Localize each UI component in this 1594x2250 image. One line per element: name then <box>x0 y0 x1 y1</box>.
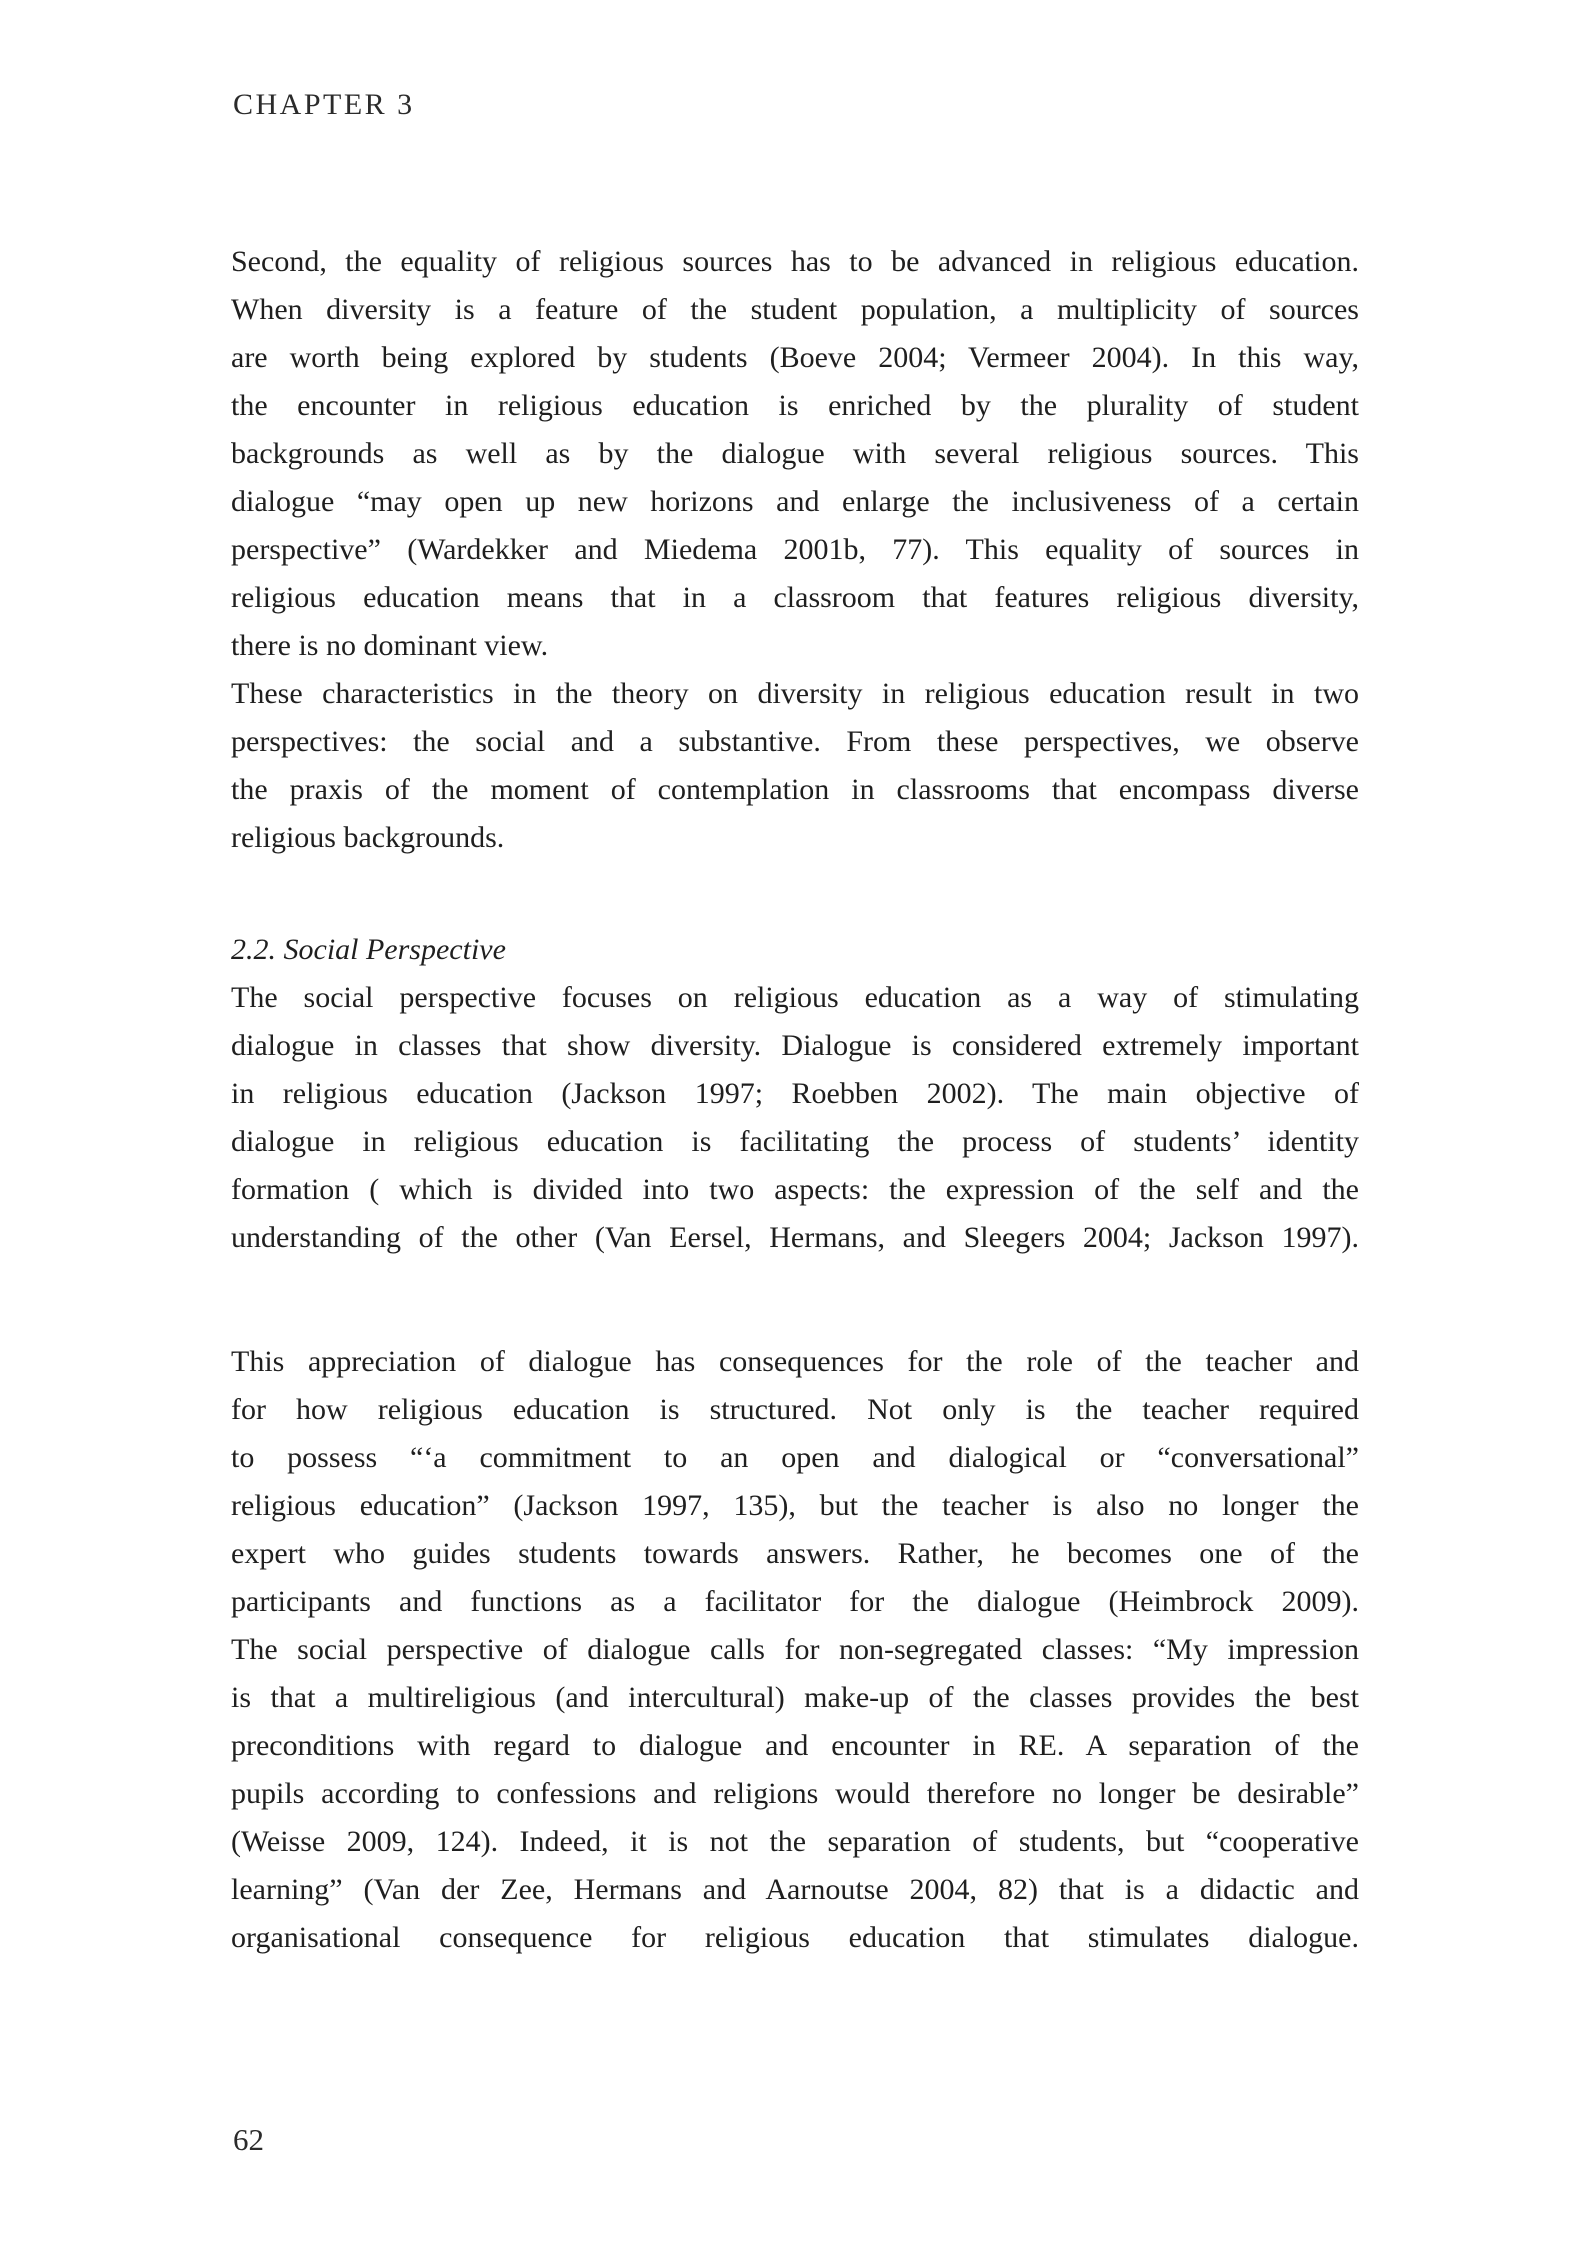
section-heading: 2.2. Social Perspective <box>231 933 506 966</box>
text-line: (Weisse 2009, 124). Indeed, it is not the separation of students, but “cooperative <box>231 1825 1359 1858</box>
text-line: Second, the equality of religious sources has to be advanced in religious education. <box>231 245 1359 278</box>
text-line: to possess “‘a commitment to an open and dialogical or “conversational” <box>231 1441 1359 1474</box>
text-line: are worth being explored by students (Boeve 2004; Vermeer 2004). In this way, <box>231 341 1359 374</box>
text-line: religious backgrounds. <box>231 821 505 854</box>
page-number: 62 <box>233 2122 264 2157</box>
paragraph <box>231 670 1359 862</box>
text-line: organisational consequence for religious education that stimulates dialogue. <box>231 1921 1359 1954</box>
text-line: The social perspective focuses on religious education as a way of stimulating <box>231 981 1359 1014</box>
text-line: dialogue in religious education is facilitating the process of students’ identity <box>231 1125 1359 1158</box>
text-line: perspectives: the social and a substantive. From these perspectives, we observe <box>231 725 1359 758</box>
text-block <box>231 238 1359 1962</box>
text-line: the praxis of the moment of contemplation in classrooms that encompass diverse <box>231 773 1359 806</box>
text-line: When diversity is a feature of the student population, a multiplicity of sources <box>231 293 1359 326</box>
text-line: the encounter in religious education is enriched by the plurality of student <box>231 389 1359 422</box>
text-line: in religious education (Jackson 1997; Roebben 2002). The main objective of <box>231 1077 1359 1110</box>
paragraph <box>231 1338 1359 1962</box>
text-line: expert who guides students towards answers. Rather, he becomes one of the <box>231 1537 1359 1570</box>
text-line: The social perspective of dialogue calls for non-segregated classes: “My impression <box>231 1633 1359 1666</box>
text-line: religious education” (Jackson 1997, 135), but the teacher is also no longer the <box>231 1489 1359 1522</box>
paragraph <box>231 974 1359 1262</box>
text-line: for how religious education is structured. Not only is the teacher required <box>231 1393 1359 1426</box>
text-line: These characteristics in the theory on diversity in religious education result in two <box>231 677 1359 710</box>
text-line: perspective” (Wardekker and Miedema 2001b, 77). This equality of sources in <box>231 533 1359 566</box>
text-line: there is no dominant view. <box>231 629 549 662</box>
text-line: backgrounds as well as by the dialogue with several religious sources. This <box>231 437 1359 470</box>
text-line: dialogue “may open up new horizons and enlarge the inclusiveness of a certain <box>231 485 1359 518</box>
text-line: religious education means that in a classroom that features religious diversity, <box>231 581 1359 614</box>
text-line: pupils according to confessions and religions would therefore no longer be desirable” <box>231 1777 1359 1810</box>
text-line: This appreciation of dialogue has consequences for the role of the teacher and <box>231 1345 1359 1378</box>
running-header: CHAPTER 3 <box>233 88 415 121</box>
text-line: dialogue in classes that show diversity. Dialogue is considered extremely important <box>231 1029 1359 1062</box>
text-line: understanding of the other (Van Eersel, Hermans, and Sleegers 2004; Jackson 1997). <box>231 1221 1359 1254</box>
text-line: formation ( which is divided into two aspects: the expression of the self and the <box>231 1173 1359 1206</box>
text-line: participants and functions as a facilitator for the dialogue (Heimbrock 2009). <box>231 1585 1359 1618</box>
text-line: preconditions with regard to dialogue and encounter in RE. A separation of the <box>231 1729 1359 1762</box>
text-line: is that a multireligious (and intercultural) make-up of the classes provides the best <box>231 1681 1359 1714</box>
text-line: learning” (Van der Zee, Hermans and Aarnoutse 2004, 82) that is a didactic and <box>231 1873 1359 1906</box>
paragraph <box>231 238 1359 670</box>
